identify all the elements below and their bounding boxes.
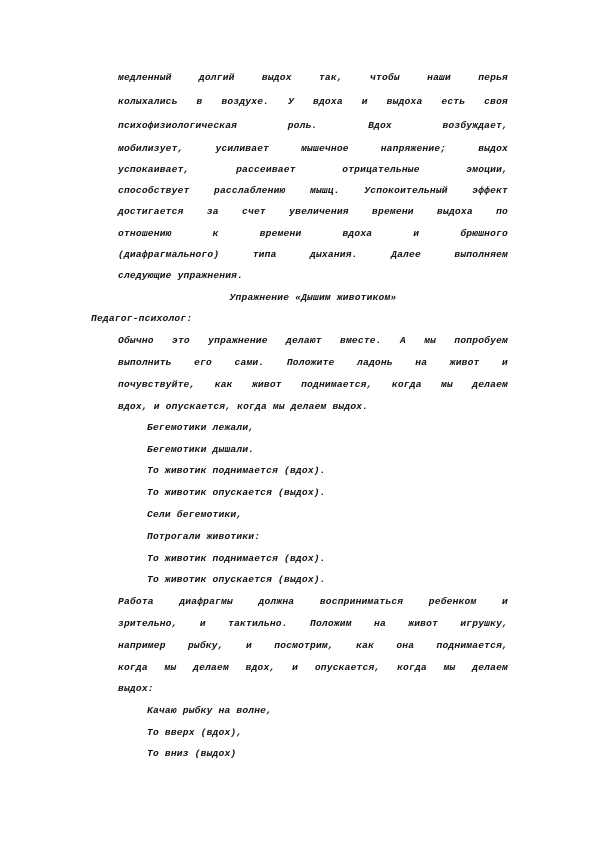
paragraph-line: успокаивает, рассеивает отрицательные эмоции, (118, 164, 508, 175)
paragraph-line: достигается за счет увеличения времени выдоха по (118, 206, 508, 217)
paragraph-line: (диафрагмального) типа дыхания. Далее выполняем (118, 249, 508, 260)
paragraph-line: медленный долгий выдох так, чтобы наши перья (118, 72, 508, 83)
paragraph-line: отношению к времени вдоха и брюшного (118, 228, 508, 239)
paragraph-line: способствует расслаблению мышц. Успокоительный эффект (118, 185, 508, 196)
verse-line: То животик поднимается (вдох). (147, 465, 326, 476)
verse-line: Потрогали животики: (147, 531, 261, 542)
verse-line: Качаю рыбку на волне, (147, 705, 273, 716)
paragraph-line: Обычно это упражнение делают вместе. А мы попробуем (118, 335, 508, 346)
paragraph-line: почувствуйте, как живот поднимается, когда мы делаем (118, 379, 508, 390)
verse-line: То вниз (выдох) (147, 748, 237, 759)
paragraph-line: колыхались в воздухе. У вдоха и выдоха есть своя (118, 96, 508, 107)
paragraph-line: выполнить его сами. Положите ладонь на живот и (118, 357, 508, 368)
exercise-title: Упражнение «Дышим животиком» (229, 292, 397, 303)
verse-line: То животик опускается (выдох). (147, 574, 326, 585)
paragraph-line: психофизиологическая роль. Вдох возбуждает, (118, 120, 508, 131)
paragraph-line: вдох, и опускается, когда мы делаем выдох. (118, 401, 369, 412)
verse-line: То животик опускается (выдох). (147, 487, 326, 498)
verse-line: То вверх (вдох), (147, 727, 243, 738)
verse-line: Сели бегемотики, (147, 509, 243, 520)
verse-line: Бегемотики дышали. (147, 444, 255, 455)
paragraph-line: мобилизует, усиливает мышечное напряжение; выдох (118, 143, 508, 154)
speaker-label: Педагог-психолог: (91, 313, 193, 324)
paragraph-line: Работа диафрагмы должна восприниматься ребенком и (118, 596, 508, 607)
paragraph-line: выдох: (118, 683, 154, 694)
verse-line: Бегемотики лежали, (147, 422, 255, 433)
paragraph-line: когда мы делаем вдох, и опускается, когда мы делаем (118, 662, 508, 673)
paragraph-line: следующие упражнения. (118, 270, 244, 281)
verse-line: То животик поднимается (вдох). (147, 553, 326, 564)
paragraph-line: зрительно, и тактильно. Положим на живот игрушку, (118, 618, 508, 629)
paragraph-line: например рыбку, и посмотрим, как она поднимается, (118, 640, 508, 651)
